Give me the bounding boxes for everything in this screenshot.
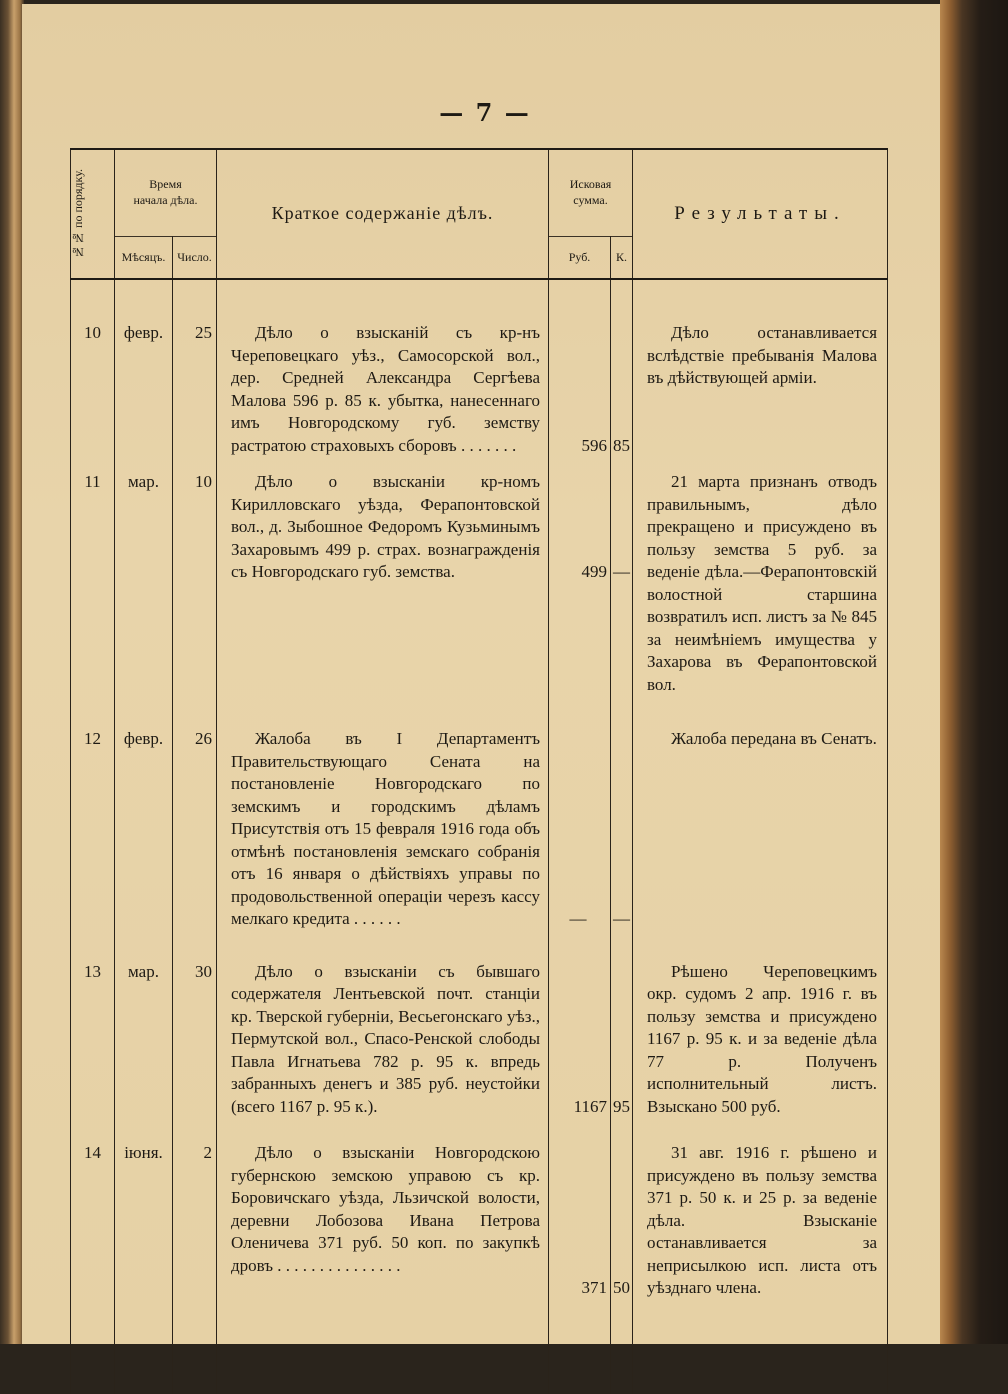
header-day: Число. bbox=[173, 237, 217, 279]
row-day: 26 bbox=[173, 710, 217, 945]
cases-table bbox=[70, 148, 888, 1394]
row-rubles: 596 bbox=[549, 322, 611, 471]
row-number: 13 bbox=[71, 945, 115, 1133]
row-rubles: 371 bbox=[549, 1132, 611, 1314]
row-month: мар. bbox=[115, 471, 173, 710]
row-rubles: 499 bbox=[549, 471, 611, 710]
row-description: Жалоба въ I Департаментъ Правительствующаго Сената на постановленіе Новгородскаго по земскимъ и городскимъ дѣламъ Присутствія отъ 15 февраля 1916 года объ отмѣнѣ постановленія земскаго собранія отъ 16 января о дѣйствіяхъ управы по продовольственной операціи черезъ кассу мелкаго кредита . . . . . . bbox=[217, 710, 549, 945]
row-month: февр. bbox=[115, 322, 173, 471]
row-month: іюня. bbox=[115, 1132, 173, 1314]
book-left-edge bbox=[0, 0, 24, 1344]
header-kop: К. bbox=[611, 237, 633, 279]
row-description: Дѣло о взысканій съ кр-нъ Череповецкаго уѣз., Самосорской вол., дер. Средней Александра Сергѣева Малова 596 р. 85 к. убытка, нанесеннаго имъ Новгородскому губ. земству растратою страховыхъ сборовъ . . . . . . . bbox=[217, 322, 549, 471]
table-row bbox=[71, 710, 888, 945]
row-description: Дѣло о взысканіи кр-номъ Кирилловскаго уѣзда, Ферапонтовской вол., д. Зыбошное Федоромъ Кузьминымъ Захаровымъ 499 р. страх. вознагражденія съ Новгородскаго губ. земства. bbox=[217, 471, 549, 710]
header-results: Результаты. bbox=[633, 149, 888, 279]
header-sum: Исковая сумма. bbox=[549, 149, 633, 237]
page-number: — 7 — bbox=[439, 98, 531, 127]
row-kopecks: 50 bbox=[611, 1132, 633, 1314]
row-day: 2 bbox=[173, 1132, 217, 1314]
row-month: мар. bbox=[115, 945, 173, 1133]
row-rubles: 1167 bbox=[549, 945, 611, 1133]
book-right-edge bbox=[940, 0, 1008, 1344]
row-kopecks: 95 bbox=[611, 945, 633, 1133]
row-month: февр. bbox=[115, 710, 173, 945]
row-kopecks: — bbox=[611, 710, 633, 945]
row-day: 25 bbox=[173, 322, 217, 471]
row-result: 31 авг. 1916 г. рѣшено и присуждено въ пользу земства 371 р. 50 к. и 25 р. за веденіе дѣла. Взысканіе останавливается за неприсылкою исп. листа отъ уѣзднаго члена. bbox=[633, 1132, 888, 1314]
row-kopecks: — bbox=[611, 471, 633, 710]
header-number: №№ по порядку. bbox=[71, 149, 115, 279]
table-row bbox=[71, 322, 888, 471]
row-description: Дѣло о взысканіи Новгородскою губернскою земскою управою съ кр. Боровичскаго уѣзда, Льзичской волости, деревни Лобозова Ивана Петрова Оленичева 371 руб. 50 коп. по закупкѣ дровъ . . . . . . . . . . . . . . . bbox=[217, 1132, 549, 1314]
row-rubles: — bbox=[549, 710, 611, 945]
row-description: Дѣло о взысканіи съ бывшаго содержателя Лентьевской почт. станціи кр. Тверской губерніи, Весьегонскаго уѣз., Пермутской вол., Спасо-Ренской слободы Павла Игнатьева 782 р. 95 к. впредь забранныхъ денегъ и 385 руб. неустойки (всего 1167 р. 95 к.). bbox=[217, 945, 549, 1133]
row-day: 30 bbox=[173, 945, 217, 1133]
row-result: Рѣшено Череповецкимъ окр. судомъ 2 апр. 1916 г. въ пользу земства и присуждено 1167 р. 95 к. и за веденіе дѣла 77 р. Полученъ исполнительный листъ. Взыскано 500 руб. bbox=[633, 945, 888, 1133]
row-result: 21 марта признанъ отводъ правильнымъ, дѣло прекращено и присуждено въ пользу земства 5 руб. за веденіе дѣла.—Ферапонтовскій волостной старшина возвратилъ исп. листъ за № 845 за неимѣніемъ имущества у Захарова въ Ферапонтовской вол. bbox=[633, 471, 888, 710]
row-number: 11 bbox=[71, 471, 115, 710]
header-rub: Руб. bbox=[549, 237, 611, 279]
table-row bbox=[71, 471, 888, 710]
row-number: 12 bbox=[71, 710, 115, 945]
row-day: 10 bbox=[173, 471, 217, 710]
table-row bbox=[71, 945, 888, 1133]
header-description: Краткое содержаніе дѣлъ. bbox=[217, 149, 549, 279]
row-result: Дѣло останавливается вслѣдствіе пребыванія Малова въ дѣйствующей арміи. bbox=[633, 322, 888, 471]
row-result: Жалоба передана въ Сенатъ. bbox=[633, 710, 888, 945]
table-row bbox=[71, 1132, 888, 1314]
header-time: Время начала дѣла. bbox=[115, 149, 217, 237]
row-number: 10 bbox=[71, 322, 115, 471]
row-number: 14 bbox=[71, 1132, 115, 1314]
row-kopecks: 85 bbox=[611, 322, 633, 471]
header-month: Мѣсяцъ. bbox=[115, 237, 173, 279]
